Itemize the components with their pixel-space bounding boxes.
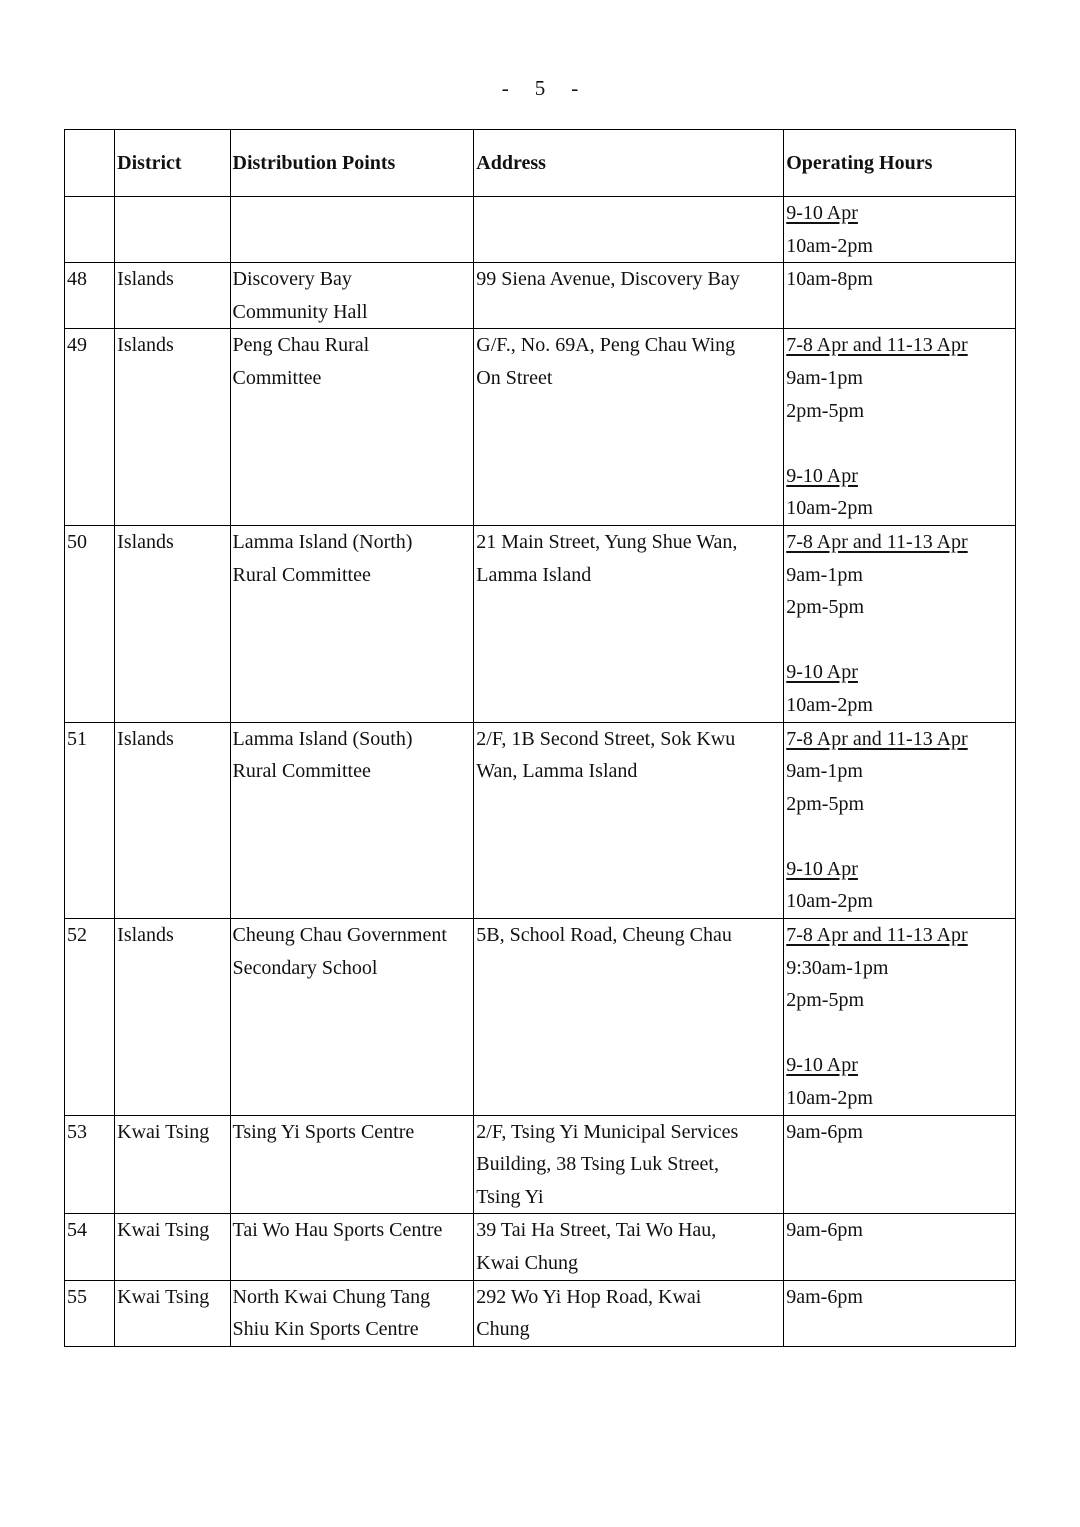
- hours-date: 9-10 Apr: [786, 857, 858, 880]
- distribution-point-line: Shiu Kin Sports Centre: [232, 1318, 419, 1341]
- address-line: 292 Wo Yi Hop Road, Kwai: [476, 1285, 702, 1308]
- cell-address: [474, 525, 784, 722]
- header-address: Address: [474, 130, 784, 197]
- district-name: Islands: [117, 334, 174, 357]
- cell-hours: [784, 197, 1016, 263]
- distribution-point-line: Rural Committee: [232, 760, 371, 783]
- hours-time: 10am-2pm: [786, 890, 873, 913]
- table-body: [65, 197, 1016, 1347]
- address-line: Tsing Yi: [476, 1185, 544, 1208]
- district-name: Kwai Tsing: [117, 1285, 210, 1308]
- cell-district: [115, 525, 230, 722]
- address-line: Building, 38 Tsing Luk Street,: [476, 1153, 719, 1176]
- table-row: [65, 525, 1016, 722]
- cell-point: [230, 525, 474, 722]
- cell-point: [230, 1214, 474, 1280]
- table-row: [65, 722, 1016, 919]
- cell-no: [65, 525, 115, 722]
- table-row: [65, 1115, 1016, 1214]
- hours-time: 10am-2pm: [786, 234, 873, 257]
- distribution-point-line: Discovery Bay: [232, 268, 352, 291]
- distribution-point-line: Tai Wo Hau Sports Centre: [232, 1219, 443, 1242]
- row-number: 50: [67, 530, 87, 553]
- cell-district: [115, 263, 230, 329]
- hours-time: 2pm-5pm: [786, 792, 865, 815]
- cell-district: [115, 1280, 230, 1346]
- row-number: 49: [67, 334, 87, 357]
- address-line: 99 Siena Avenue, Discovery Bay: [476, 268, 740, 291]
- cell-address: [474, 197, 784, 263]
- hours-time: 2pm-5pm: [786, 989, 865, 1012]
- page-number: [0, 76, 1080, 101]
- hours-date: 7-8 Apr and 11-13 Apr: [786, 727, 968, 750]
- row-number: 54: [67, 1219, 87, 1242]
- district-name: Kwai Tsing: [117, 1219, 210, 1242]
- hours-gap: [786, 427, 1015, 460]
- cell-hours: [784, 329, 1016, 526]
- table-header-row: [65, 130, 1016, 197]
- cell-hours: [784, 1280, 1016, 1346]
- cell-point: [230, 329, 474, 526]
- address-line: G/F., No. 69A, Peng Chau Wing: [476, 334, 736, 357]
- hours-date: 9-10 Apr: [786, 202, 858, 224]
- cell-no: [65, 919, 115, 1116]
- distribution-point-line: Community Hall: [232, 300, 368, 323]
- hours-line: 9am-6pm: [786, 1120, 863, 1143]
- cell-point: [230, 197, 474, 263]
- cell-district: [115, 329, 230, 526]
- address-line: On Street: [476, 366, 553, 389]
- address-line: Lamma Island: [476, 563, 592, 586]
- hours-time: 2pm-5pm: [786, 399, 865, 422]
- hours-time: 9am-1pm: [786, 366, 863, 389]
- cell-no: [65, 263, 115, 329]
- address-line: 21 Main Street, Yung Shue Wan,: [476, 530, 738, 553]
- cell-address: [474, 1115, 784, 1214]
- distribution-point-line: Committee: [232, 366, 322, 389]
- cell-hours: [784, 1214, 1016, 1280]
- distribution-point-line: Secondary School: [232, 956, 378, 979]
- distribution-point-line: Lamma Island (North): [232, 530, 413, 553]
- table-row: [65, 919, 1016, 1116]
- hours-gap: [786, 820, 1015, 853]
- cell-point: [230, 263, 474, 329]
- cell-address: [474, 722, 784, 919]
- address-line: Wan, Lamma Island: [476, 760, 638, 783]
- cell-no: [65, 1280, 115, 1346]
- hours-gap: [786, 1017, 1015, 1050]
- hours-time: 9am-1pm: [786, 760, 863, 783]
- district-name: Islands: [117, 530, 174, 553]
- distribution-point-line: Cheung Chau Government: [232, 924, 447, 947]
- hours-date: 7-8 Apr and 11-13 Apr: [786, 530, 968, 553]
- row-number: 48: [67, 268, 87, 291]
- hours-time: 9:30am-1pm: [786, 956, 889, 979]
- cell-district: [115, 919, 230, 1116]
- cell-hours: [784, 525, 1016, 722]
- hours-date: 9-10 Apr: [786, 1054, 858, 1077]
- hours-line: 9am-6pm: [786, 1285, 863, 1308]
- table-row: [65, 1280, 1016, 1346]
- row-number: 51: [67, 727, 87, 750]
- header-district: District: [115, 130, 230, 197]
- header-operating-hours: Operating Hours: [784, 130, 1016, 197]
- distribution-point-line: Tsing Yi Sports Centre: [232, 1120, 415, 1143]
- table-row: [65, 329, 1016, 526]
- row-number: 52: [67, 924, 87, 947]
- hours-time: 10am-2pm: [786, 497, 873, 520]
- district-name: Kwai Tsing: [117, 1120, 210, 1143]
- cell-hours: [784, 722, 1016, 919]
- cell-address: [474, 1214, 784, 1280]
- district-name: Islands: [117, 268, 174, 291]
- cell-hours: [784, 263, 1016, 329]
- hours-gap: [786, 624, 1015, 657]
- cell-address: [474, 329, 784, 526]
- cell-hours: [784, 1115, 1016, 1214]
- district-name: Islands: [117, 924, 174, 947]
- cell-hours: [784, 919, 1016, 1116]
- cell-address: [474, 1280, 784, 1346]
- hours-date: 9-10 Apr: [786, 464, 858, 487]
- cell-point: [230, 1115, 474, 1214]
- cell-address: [474, 919, 784, 1116]
- distribution-point-line: Lamma Island (South): [232, 727, 413, 750]
- cell-no: [65, 722, 115, 919]
- page-number-value: 5: [534, 76, 546, 100]
- hours-time: 9am-1pm: [786, 563, 863, 586]
- address-line: 39 Tai Ha Street, Tai Wo Hau,: [476, 1219, 717, 1242]
- table-row: [65, 1214, 1016, 1280]
- hours-line: 10am-8pm: [786, 268, 873, 291]
- cell-no: [65, 329, 115, 526]
- district-name: Islands: [117, 727, 174, 750]
- hours-time: 10am-2pm: [786, 693, 873, 716]
- cell-district: [115, 1115, 230, 1214]
- cell-point: [230, 1280, 474, 1346]
- cell-point: [230, 919, 474, 1116]
- page-number-dash-left: -: [501, 76, 509, 100]
- header-no: [65, 130, 115, 197]
- cell-point: [230, 722, 474, 919]
- address-line: Kwai Chung: [476, 1252, 578, 1274]
- distribution-point-line: Peng Chau Rural: [232, 334, 370, 357]
- address-line: 2/F, Tsing Yi Municipal Services: [476, 1120, 739, 1143]
- hours-time: 2pm-5pm: [786, 596, 865, 619]
- distribution-point-line: Rural Committee: [232, 563, 371, 586]
- cell-district: [115, 1214, 230, 1280]
- address-line: 5B, School Road, Cheung Chau: [476, 924, 732, 947]
- row-number: 55: [67, 1285, 87, 1308]
- cell-no: [65, 1214, 115, 1280]
- hours-date: 7-8 Apr and 11-13 Apr: [786, 924, 968, 947]
- cell-district: [115, 197, 230, 263]
- distribution-point-line: North Kwai Chung Tang: [232, 1285, 431, 1308]
- hours-line: 9am-6pm: [786, 1219, 863, 1242]
- row-number: 53: [67, 1120, 87, 1143]
- hours-date: 7-8 Apr and 11-13 Apr: [786, 334, 968, 357]
- hours-time: 10am-2pm: [786, 1087, 873, 1110]
- address-line: 2/F, 1B Second Street, Sok Kwu: [476, 727, 736, 750]
- cell-no: [65, 197, 115, 263]
- table-row-continuation: [65, 197, 1016, 263]
- table-row: [65, 263, 1016, 329]
- distribution-points-table: [64, 129, 1016, 1347]
- header-distribution-points: Distribution Points: [230, 130, 474, 197]
- cell-address: [474, 263, 784, 329]
- address-line: Chung: [476, 1318, 530, 1341]
- cell-no: [65, 1115, 115, 1214]
- page-number-dash-right: -: [571, 76, 579, 100]
- cell-district: [115, 722, 230, 919]
- hours-date: 9-10 Apr: [786, 661, 858, 684]
